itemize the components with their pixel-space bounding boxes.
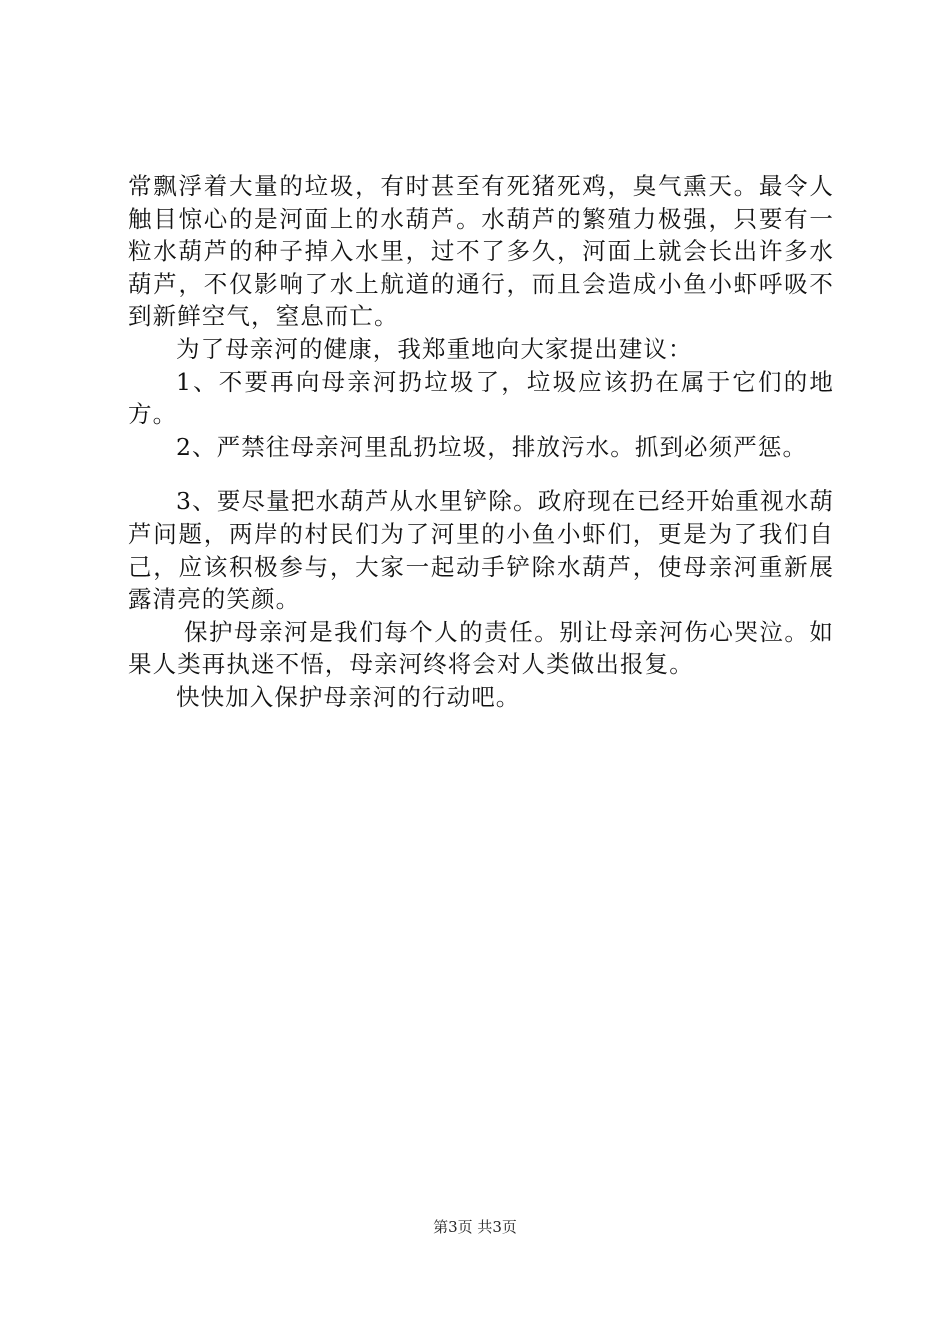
paragraph-continued: 常飘浮着大量的垃圾，有时甚至有死猪死鸡，臭气熏天。最令人触目惊心的是河面上的水葫芦。水葫芦的繁殖力极强，只要有一粒水葫芦的种子掉入水里，过不了多久，河面上就会长出许多水葫芦，不仅影响了水上航道的通行，而且会造成小鱼小虾呼吸不到新鲜空气，窒息而亡。 bbox=[128, 172, 834, 331]
paragraph-call-to-action: 快快加入保护母亲河的行动吧。 bbox=[176, 682, 521, 711]
paragraph-proposal-intro: 为了母亲河的健康，我郑重地向大家提出建议： bbox=[176, 334, 693, 363]
paragraph-suggestion-2: 2、严禁往母亲河里乱扔垃圾，排放污水。抓到必须严惩。 bbox=[176, 432, 808, 461]
paragraph-suggestion-3: 3、要尽量把水葫芦从水里铲除。政府现在已经开始重视水葫芦问题，两岸的村民们为了河里的小鱼小虾们，更是为了我们自己，应该积极参与，大家一起动手铲除水葫芦，使母亲河重新展露清亮的笑颜。 bbox=[128, 487, 834, 614]
paragraph-responsibility: 保护母亲河是我们每个人的责任。别让母亲河伤心哭泣。如果人类再执迷不悟，母亲河终将会对人类做出报复。 bbox=[128, 617, 834, 679]
paragraph-suggestion-1: 1、不要再向母亲河扔垃圾了，垃圾应该扔在属于它们的地方。 bbox=[128, 367, 834, 429]
document-body bbox=[128, 170, 834, 714]
page-number-footer: 第3页 共3页 bbox=[433, 1218, 517, 1236]
